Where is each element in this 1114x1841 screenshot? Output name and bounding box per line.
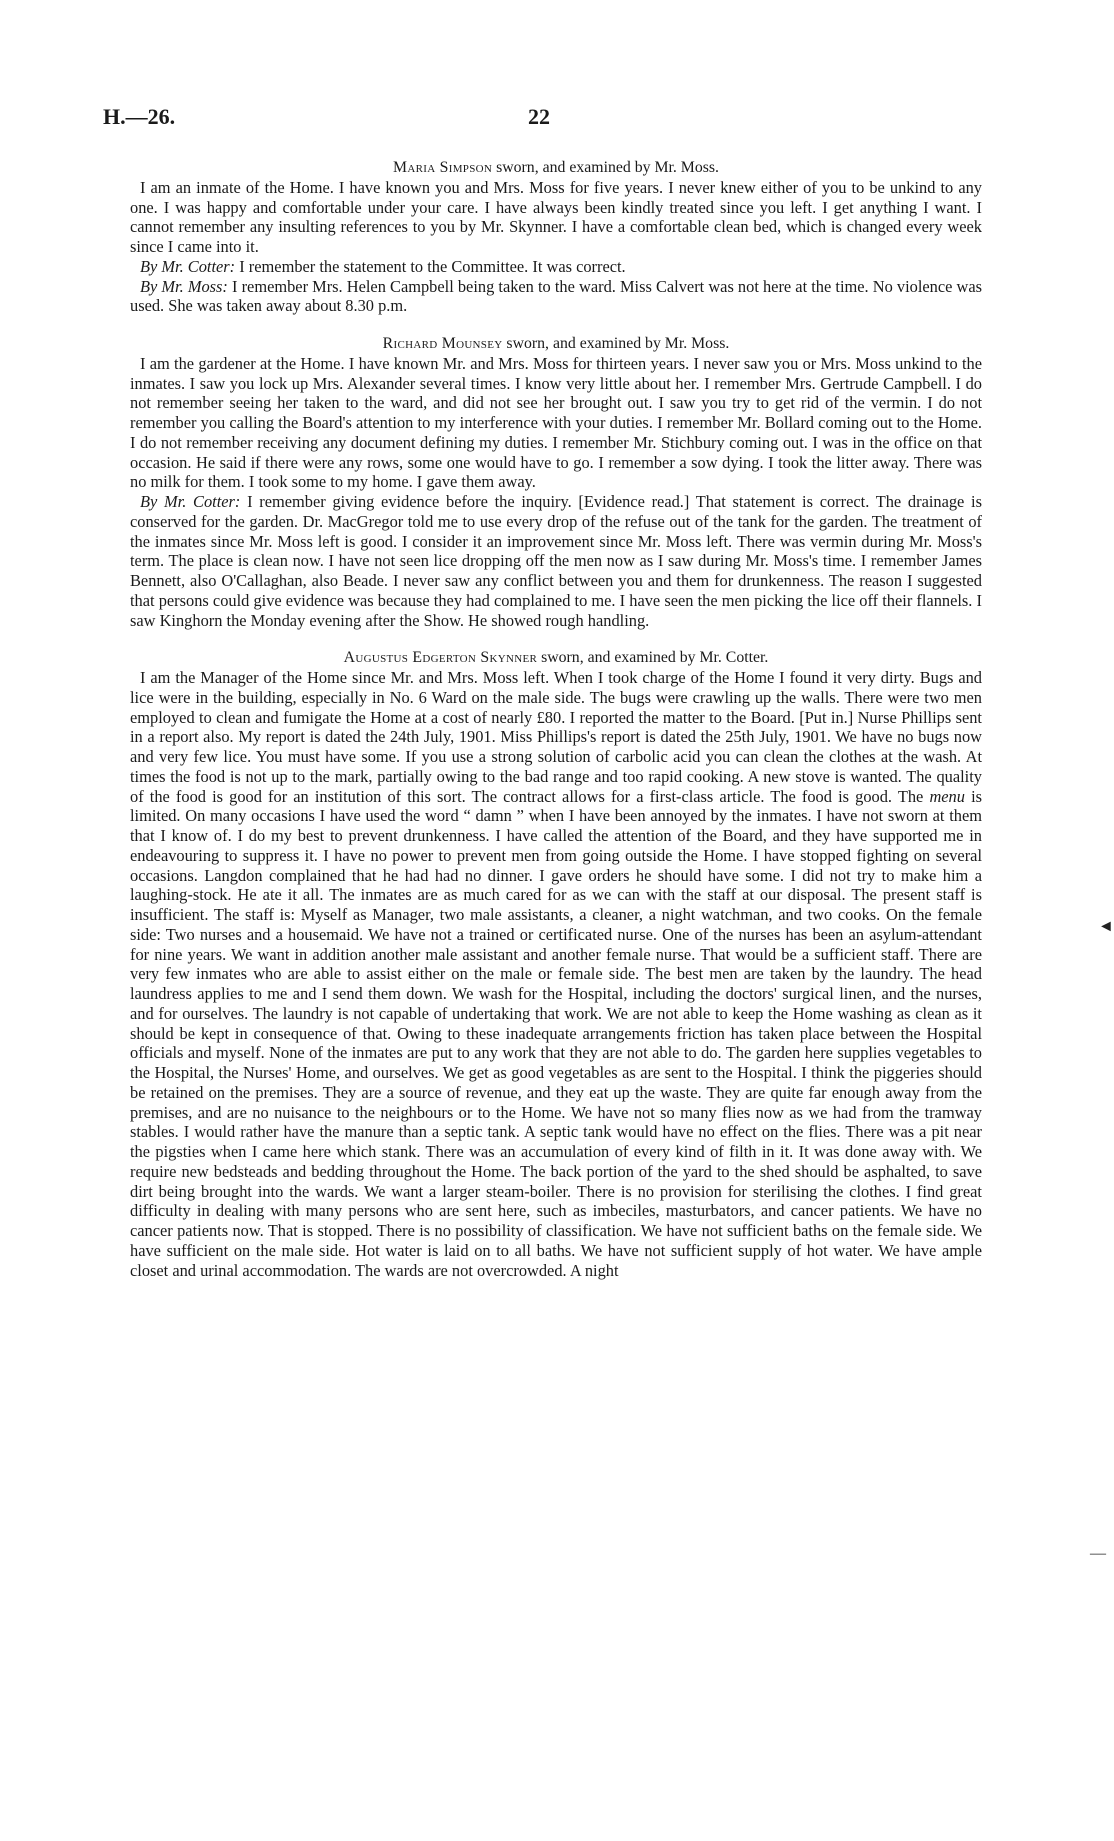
page-header [103,104,983,138]
witness-name: Maria Simpson [393,159,493,176]
witness-name: Augustus Edgerton Skynner [343,649,538,667]
testimony-paragraph [130,277,982,317]
witness-heading-simpson [130,158,982,178]
document-reference: H.—26. [103,104,176,129]
testimony-paragraph [130,492,982,630]
margin-mark: ◄ [1098,918,1114,935]
testimony-text: I am the gardener at the Home. I have known Mr. and Mrs. Moss for thirteen years. I never saw you or Mrs. Moss unkind to the inmates. I saw you lock up Mrs. Alexander several times. I know very little about her. I remember Mrs. Gertrude Campbell. I do not remember seeing her taken to the ward, and did not see her brought out. I saw you try to get rid of the vermin. I do not remember you calling the Board's attention to my interference with your duties. I remember Mr. Bollard coming out to the Home. I do not remember receiving any document defining my duties. I remember Mr. Stichbury coming out. I was in the office on that occasion. He said if there were any rows, some one would have to go. I remember a sow dying. I took the litter away. There was no milk for them. I took some to my home. I gave them away. [130,353,982,492]
italic-word: menu [929,786,965,806]
testimony-paragraph [130,354,982,492]
testimony-paragraph [130,178,982,257]
testimony-paragraph [130,668,982,1280]
section-spacer [130,630,982,648]
testimony-text: I remember the statement to the Committee. It was correct. [235,256,626,276]
heading-text: sworn, and examined by Mr. Moss. [492,159,719,176]
witness-heading-mounsey [130,334,982,354]
section-spacer [130,316,982,334]
testimony-text: I am the Manager of the Home since Mr. and Mrs. Moss left. When I took charge of the Home I found it very dirty. Bugs and lice were in the building, especially in No. 6 Ward on the male side. The bugs were crawling up the walls. There were two men employed to clean and fumigate the Home at a cost of nearly £80. I reported the matter to the Board. [Put in.] Nurse Phillips sent in a report also. My report is dated the 24th July, 1901. Miss Phillips's report is dated the 25th July, 1901. We have no bugs now and very few lice. You must have some. If you use a strong solution of carbolic acid you can clean the clothes at the wash. At times the food is not up to the mark, partially owing to the bad range and too rapid cooking. A new stove is wanted. The quality of the food is good for an institution of this sort. The contract allows for a first-class article. The food is good. The [130,668,982,806]
testimony-paragraph [130,257,982,277]
examiner-label: By Mr. Moss: [140,276,228,296]
testimony-text: I remember Mrs. Helen Campbell being taken to the ward. Miss Calvert was not here at the time. No violence was used. She was taken away about 8.30 p.m. [130,276,983,316]
witness-heading-skynner [130,648,982,668]
testimony-text: I remember giving evidence before the inquiry. [Evidence read.] That statement is correct. The drainage is conserved for the garden. Dr. MacGregor told me to use every drop of the refuse out of the tank for the garden. The treatment of the inmates since Mr. Moss left is good. I consider it an improvement since Mr. Moss left. There was vermin during Mr. Moss's term. The place is clean now. I have not seen lice dropping off the men now as I saw during Mr. Moss's time. I remember James Bennett, also O'Callaghan, also Beade. I never saw any conflict between you and them for drunkenness. The reason I suggested that persons could give evidence was because they had complained to me. I have seen the men picking the lice off their flannels. I saw Kinghorn the Monday evening after the Show. He showed rough handling. [130,492,982,630]
witness-name: Richard Mounsey [382,335,503,352]
margin-mark: — [1090,1545,1106,1562]
testimony-text: I am an inmate of the Home. I have known you and Mrs. Moss for five years. I never knew either of you to be unkind to any one. I was happy and comfortable under your care. I have always been kindly treated since you left. I get anything I want. I cannot remember any insulting references to you by Mr. Skynner. I have a comfortable clean bed, which is changed every week since I came into it. [130,177,982,256]
testimony-text: is limited. On many occasions I have used the word “ damn ” when I have been annoyed by the inmates. I have not sworn at them that I know of. I do my best to prevent drunkenness. I have called the attention of the Board, and they have supported me in endeavouring to suppress it. I have no power to prevent men from going outside the Home. I have stopped fighting on several occasions. Langdon complained that he had had no dinner. I gave orders he should have some. I did not try to make him a laughing-stock. He ate it all. The inmates are as much cared for as we can with the staff at our disposal. The present staff is insufficient. The staff is: Myself as Manager, two male assistants, a cleaner, a night watchman, and two cooks. On the female side: Two nurses and a housemaid. We have not a trained or certificated nurse. One of the nurses has been an asylum-attendant for nine years. We want in addition another male assistant and another female nurse. That would be a sufficient staff. There are very few inmates who are able to assist either on the male or female side. The best men are taken by the laundry. The head laundress applies to me and I send them down. We wash for the Hospital, including the doctors' surgical linen, and the nurses, and for ourselves. The laundry is not capable of undertaking that work. We are not able to keep the Home washing as clean as it should be kept in consequence of that. Owing to these inadequate arrangements friction has taken place between the Hospital officials and myself. None of the inmates are put to any work that they are not able to do. The garden here supplies vegetables to the Hospital, the Nurses' Home, and ourselves. We get as good vegetables as are sent to the Hospital. I think the piggeries should be retained on the premises. They are a source of revenue, and they eat up the waste. They are quite far enough away from the premises, and are no nuisance to the neighbours or to the Home. We have not so many flies now as we had from the tramway stables. I would rather have the manure than a septic tank. A septic tank would have no effect on the flies. There was a pit near the pigsties when I came here which stank. There was an accumulation of every kind of filth in it. It was done away with. We require new bedsteads and bedding throughout the Home. The back portion of the yard to the shed should be asphalted, to save dirt being brought into the wards. We want a larger steam-boiler. There is no provision for sterilising the clothes. I find great difficulty in dealing with many persons who are sent here, such as imbeciles, masturbators, and cancer patients. We have no cancer patients now. That is stopped. There is no possibility of classification. We have not sufficient baths on the female side. We have sufficient on the male side. Hot water is laid on to all baths. We have not sufficient supply of hot water. We have ample closet and urinal accommodation. The wards are not overcrowded. A night [130,786,983,1280]
page-number: 22 [528,104,550,129]
heading-text: sworn, and examined by Mr. Cotter. [537,649,769,667]
examiner-label: By Mr. Cotter: [140,492,241,511]
document-body [130,158,982,1280]
heading-text: sworn, and examined by Mr. Moss. [502,335,730,352]
examiner-label: By Mr. Cotter: [140,256,236,276]
